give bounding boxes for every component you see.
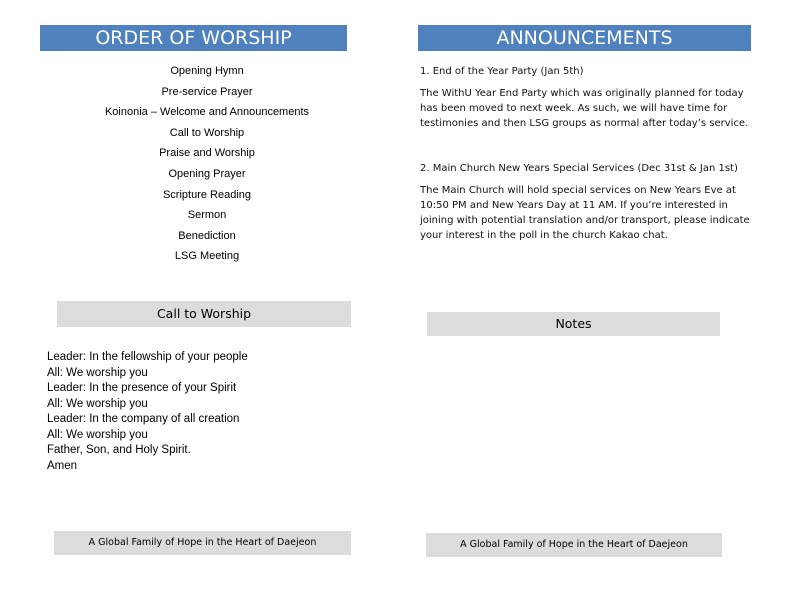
- order-of-worship-title: ORDER OF WORSHIP: [40, 25, 347, 51]
- worship-line: Father, Son, and Holy Spirit.: [47, 444, 191, 456]
- list-item: Pre-service Prayer: [161, 85, 253, 98]
- list-item: Opening Prayer: [168, 167, 246, 180]
- call-to-worship-heading: Call to Worship: [57, 301, 351, 327]
- worship-line: Leader: In the fellowship of your people: [47, 351, 248, 363]
- list-item: LSG Meeting: [174, 250, 240, 263]
- announcement-heading: 1. End of the Year Party (Jan 5th): [420, 66, 584, 77]
- notes-heading: Notes: [427, 312, 720, 336]
- announcement-heading: 2. Main Church New Years Special Services (Dec 31st & Jan 1st): [420, 163, 738, 174]
- worship-line: All: We worship you: [47, 428, 148, 441]
- right-footer: A Global Family of Hope in the Heart of Daejeon: [426, 533, 722, 557]
- worship-line: All: We worship you: [47, 366, 148, 379]
- left-footer: A Global Family of Hope in the Heart of Daejeon: [54, 531, 351, 555]
- list-item: Scripture Reading: [162, 188, 252, 201]
- list-item: Koinonia – Welcome and Announcements: [104, 106, 310, 119]
- list-item: Call to Worship: [169, 126, 245, 139]
- worship-line: Amen: [47, 459, 78, 472]
- announcement-body: The WithU Year End Party which was originally planned for today has been moved to next week. As such, we will have time for testimonies and then LSG groups as normal after today’s service.: [420, 88, 749, 130]
- list-item: Sermon: [187, 209, 227, 222]
- worship-line: All: We worship you: [47, 397, 148, 410]
- announcements-title: ANNOUNCEMENTS: [418, 25, 751, 51]
- list-item: Praise and Worship: [159, 147, 255, 160]
- worship-line: Leader: In the company of all creation: [47, 413, 240, 425]
- order-of-worship-list: [40, 62, 374, 268]
- list-item: Opening Hymn: [170, 65, 244, 77]
- call-to-worship-text: [47, 350, 248, 474]
- list-item: Benediction: [178, 229, 236, 242]
- announcement-body: The Main Church will hold special services on New Years Eve at 10:50 PM and New Years Day at 11 AM. If you’re interested in joining with potential translation and/or transport, please indicate your interest in the poll in the church Kakao chat.: [420, 185, 750, 242]
- worship-line: Leader: In the presence of your Spirit: [47, 382, 237, 394]
